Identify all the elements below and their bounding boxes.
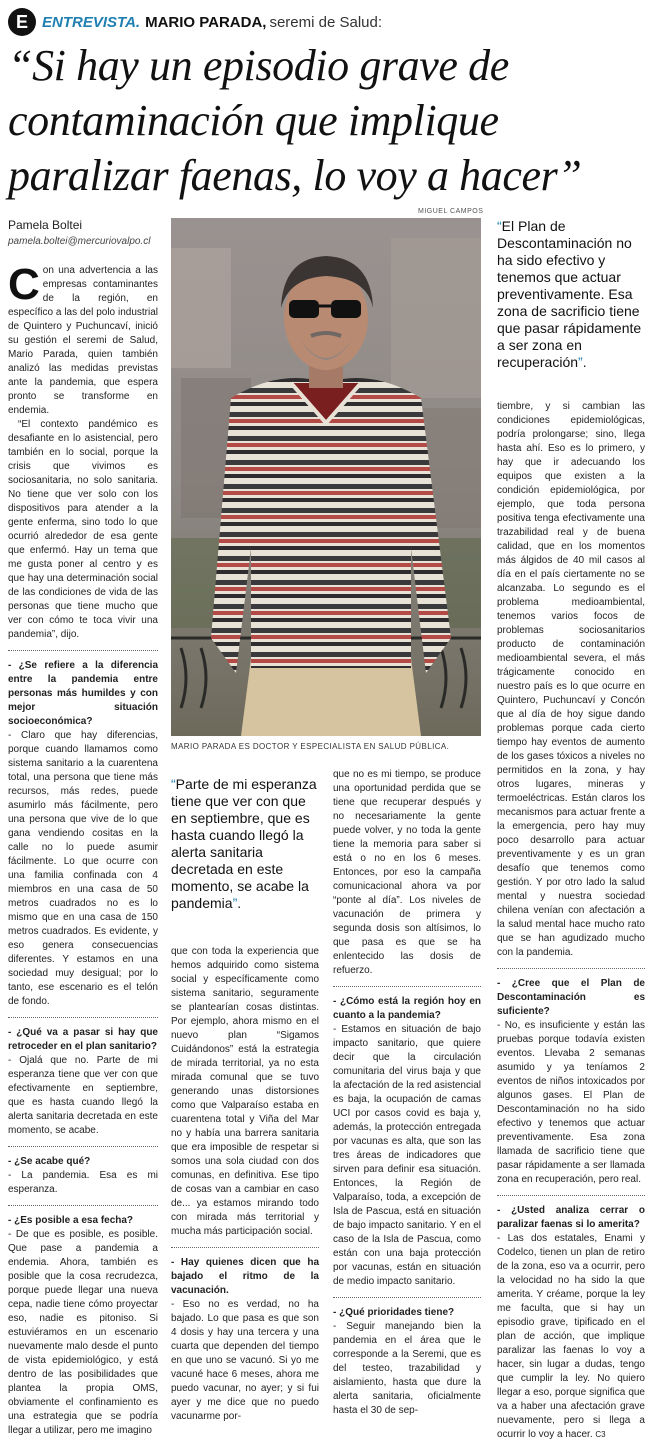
interviewee-role: seremi de Salud: bbox=[269, 13, 383, 31]
paragraph: tiembre, y si cambian las condiciones epidemiológicas, podría prolongarse; sino, llega hasta ahí. Eso es lo primero, y hay que ir adecuando los equipos que existen a la condición epidemiológica, por ejemplo, que toda persona positiva tenga efectivamente una trazabilidad real y de buena calidad, que en los momentos más álgidos de 40 mil casos al día en el país ciertamente no se alcanzaba. Lo segundo es el problema medioambiental, tenemos varios focos de problemas sociosanitarios producto de contaminación medioambiental severa, el más trágicamente conocido en nuestro país es lo que ocurre en Quintero, Puchuncaví y Concón que al día de hoy sigue dando problemas porque cada cierto tiempo hay eventos de aumento de los gases tóxicos a niveles no permitidos en la zona, y hay otros lugares, mineras y termoeléctricas. Están claros los mecanismos para actuar frente a la emergencia, pero hay muy poco desarrollo para actuar preventivamente y es un gran desafío que tenemos como gestión. Y por otro lado la salud mental y nuestra sociedad chilena venían con afectación a la salud mental hace mucho rato que se han agudizado mucho con la pandemia. bbox=[497, 401, 645, 958]
pull-quote-center: “Parte de mi esperanza tiene que ver con que en septiembre, que es hasta cuando llegó la alerta sanitaria decretada en este momento, se acabe la pandemia”. bbox=[171, 776, 317, 911]
paragraph: que no es mi tiempo, se produce una oportunidad perdida que se tiene que recuperar después y no necesariamente la gente puede volver, y no toda la gente tiene la memoria para saber si está o no en los 6 meses. Entonces, por eso la campaña comunicacional ahora va por “ponte al día”. Los niveles de vacunación de primera y segunda dosis son altísimos, lo que pasa es que se ha enlentecido las dosis de refuerzo. bbox=[333, 769, 481, 976]
drop-cap: C bbox=[8, 260, 40, 309]
answer: - Claro que hay diferencias, porque cuando llamamos como sistema sanitario a la cuarentena total, una persona que tiene más recursos, más redes, puede asumirlo más fácilmente, pero una persona que vive de lo que gana vendiendo cositas en la calle no lo puede asumir fácilmente. Lo que ocurre con una familia confinada con 4 miembros en una casa de 50 metros cuadrados no es lo mismo que en una casa de 150 metros cuadrados. Es evidente, y eso genera consecuencias diferentes. Y estamos en una sociedad muy desigual; por lo tanto, ese escenario es el telón de fondo. bbox=[8, 730, 158, 1007]
article-column-4 bbox=[497, 400, 645, 1442]
answer: - De que es posible, es posible. Que pase a pandemia a endemia. Ahora, también es posible que la cosa recrudezca, porque puede llegar una nueva cepa, nadie tiene cómo proyectar eso, nadie es pitoniso. Si estuviéramos en un escenario nuevamente malo desde el punto de vista epidemiológico, y está dentro de las posibilidades que plantea la propia OMS, obviamente el confinamiento es una estrategia que se podría llegar a utilizar, pero me imagino bbox=[8, 1229, 158, 1436]
answer: - No, es insuficiente y están las pruebas porque todavía existen eventos. Llevaba 2 semanas asumido y ya teníamos 2 eventos de niños intoxicados por algunos gases. El Plan de Descontaminación no ha sido efectivo y tenemos que actuar preventivamente. Esa zona llamada de sacrificio tiene que pasar rápidamente a ser llamada zona en recuperación, pero real. bbox=[497, 1020, 645, 1185]
pull-quote-right: “El Plan de Descontaminación no ha sido efectivo y tenemos que actuar preventivamente. Esa zona de sacrificio tiene que pasar rápidamente a ser zona en recuperación”. bbox=[497, 218, 642, 370]
interviewee-name: MARIO PARADA, bbox=[145, 13, 267, 31]
question: - ¿Cree que el Plan de Descontaminación es suficiente? bbox=[497, 978, 645, 1017]
divider bbox=[497, 1195, 645, 1196]
question: - Hay quienes dicen que ha bajado el ritmo de la vacunación. bbox=[171, 1257, 319, 1296]
section-kicker bbox=[8, 8, 382, 36]
lead-paragraph: on una advertencia a las empresas contaminantes de la región, en específico a las del polo industrial de Quintero y Puchuncaví, inició su gestión el seremi de Salud, Mario Parada, quien también analizó las medidas previstas ante la pandemia, que espera pronto se transforme en endemia. bbox=[8, 265, 158, 416]
divider bbox=[8, 1017, 158, 1018]
divider bbox=[171, 1247, 319, 1248]
quote-mark: ” bbox=[232, 895, 238, 911]
headline-line: “Si hay un episodio grave de bbox=[8, 41, 509, 90]
end-mark: C3 bbox=[595, 1430, 606, 1439]
answer: - Seguir manejando bien la pandemia en el área que le corresponde a la Seremi, que es del testeo, trazabilidad y aislamiento, hasta que dure la alerta sanitaria, oficialmente hasta el 30 de sep- bbox=[333, 1321, 481, 1416]
paragraph: que con toda la experiencia que hemos adquirido como sistema social y específicamente como sistema sanitario, seguramente se plantearían cosas distintas. Por ejemplo, ahora mismo en el nuevo plan “Sigamos Cuidándonos” está la estrategia de mirada territorial, ya no esta mirada comunal que se tuvo generando unas distorsiones como que Valparaíso estaba en cuarentena total y Viña del Mar no y había una barrera sanitaria que era imposible de respetar si somos una sola ciudad con dos comunas, en definitiva. Ese tipo de cosas van a cambiar en caso de... ya estamos mirando todo con mirada más territorial y mucha más participación social. bbox=[171, 946, 319, 1237]
answer: - Eso no es verdad, no ha bajado. Lo que pasa es que son 4 dosis y hay una tercera y una cuarta que dependen del tiempo en que uno se vacunó. Si yo me vacuné hace 6 meses, ahora me puedo vacunar, no ayer; y si fui ayer y me dice que no puedo vacunarme por- bbox=[171, 1299, 319, 1422]
quote-mark: “ bbox=[171, 776, 176, 792]
paragraph: “El contexto pandémico es desafiante en lo asistencial, pero también en lo social, porque la crisis que vivimos es sociosanitaria, no solo sanitaria. No tiene que ver solo con los dispositivos para atender a la gente enferma, sino todo lo que ocurrió alrededor de esa gente que enfermó. Hay un tema que me gusta poner al centro y es que hay una determinación social de las condiciones de vida de las personas que tiene mucho que ver con cómo te toca vivir una pandemia”, dijo. bbox=[8, 419, 158, 640]
article-column-1 bbox=[8, 260, 158, 1438]
question: - ¿Es posible a esa fecha? bbox=[8, 1215, 134, 1226]
divider bbox=[8, 650, 158, 651]
article-column-3 bbox=[333, 768, 481, 1418]
author-name: Pamela Boltei bbox=[8, 218, 83, 232]
question: - ¿Qué prioridades tiene? bbox=[333, 1307, 455, 1318]
question: - ¿Se acabe qué? bbox=[8, 1156, 91, 1167]
answer: - Estamos en situación de bajo impacto sanitario, que quiere decir que la circulación comunitaria del virus baja y que la afectación de la red asistencial es baja, la ocupación de camas UCI por casos covid es baja y, además, la protección entregada por vacunas es alta, que son las tres áreas de indicadores que sirven para definir esa situación. Entonces, la Región de Valparaíso, toda, a excepción de Isla de Pascua, está en situación de bajo impacto sanitario. Y en el caso de la Isla de Pascua, como están con una baja protección por vacunas, están en situación de medio impacto sanitario. bbox=[333, 1024, 481, 1287]
article-column-2 bbox=[171, 945, 319, 1424]
headline-line: contaminación que implique bbox=[8, 96, 499, 145]
headline-line: paralizar faenas, lo voy a hacer” bbox=[8, 151, 582, 200]
divider bbox=[333, 986, 481, 987]
question: - ¿Se refiere a la diferencia entre la pandemia entre personas más humildes y con mejor situación socioeconómica? bbox=[8, 660, 158, 727]
section-badge: E bbox=[8, 8, 36, 36]
answer-text: - Las dos estatales, Enami y Codelco, tienen un plan de retiro de la zona, eso va a ocurrir, pero la velocidad no ha sido la que amerita. Y créame, porque la ley me faculta, que si hay un episodio grave, tipificado en el plan de acción, que implique paralizar las faenas lo voy a hacer, sin lugar a dudas, tengo que cumplir la ley. No quiero llegar a eso, porque significa que va a haber una afectación grave nuevamente, pero si llega a ocurrir lo voy a hacer. bbox=[497, 1233, 645, 1440]
question: - ¿Cómo está la región hoy en cuanto a la pandemia? bbox=[333, 996, 481, 1021]
answer: - Ojalá que no. Parte de mi esperanza tiene que ver con que efectivamente en septiembre, que es hasta cuando llegó la alerta sanitaria decretada en este momento, se acabe. bbox=[8, 1055, 158, 1136]
answer bbox=[497, 1232, 645, 1442]
photo-credit: MIGUEL CAMPOS bbox=[418, 208, 484, 215]
divider bbox=[497, 968, 645, 969]
section-label: ENTREVISTA. bbox=[42, 13, 141, 31]
photo-caption: MARIO PARADA ES DOCTOR Y ESPECIALISTA EN SALUD PÚBLICA. bbox=[171, 742, 450, 751]
divider bbox=[8, 1205, 158, 1206]
author-email[interactable]: pamela.boltei@mercuriovalpo.cl bbox=[8, 236, 151, 247]
question: - ¿Qué va a pasar si hay que retroceder en el plan sanitario? bbox=[8, 1027, 158, 1052]
divider bbox=[8, 1146, 158, 1147]
headline bbox=[8, 38, 644, 203]
quote-mark: “ bbox=[497, 218, 502, 234]
quote-mark: ” bbox=[578, 354, 583, 370]
question: - ¿Usted analiza cerrar o paralizar faenas si lo amerita? bbox=[497, 1205, 645, 1230]
portrait-photo bbox=[171, 218, 481, 736]
divider bbox=[333, 1297, 481, 1298]
answer: - La pandemia. Esa es mi esperanza. bbox=[8, 1170, 158, 1195]
